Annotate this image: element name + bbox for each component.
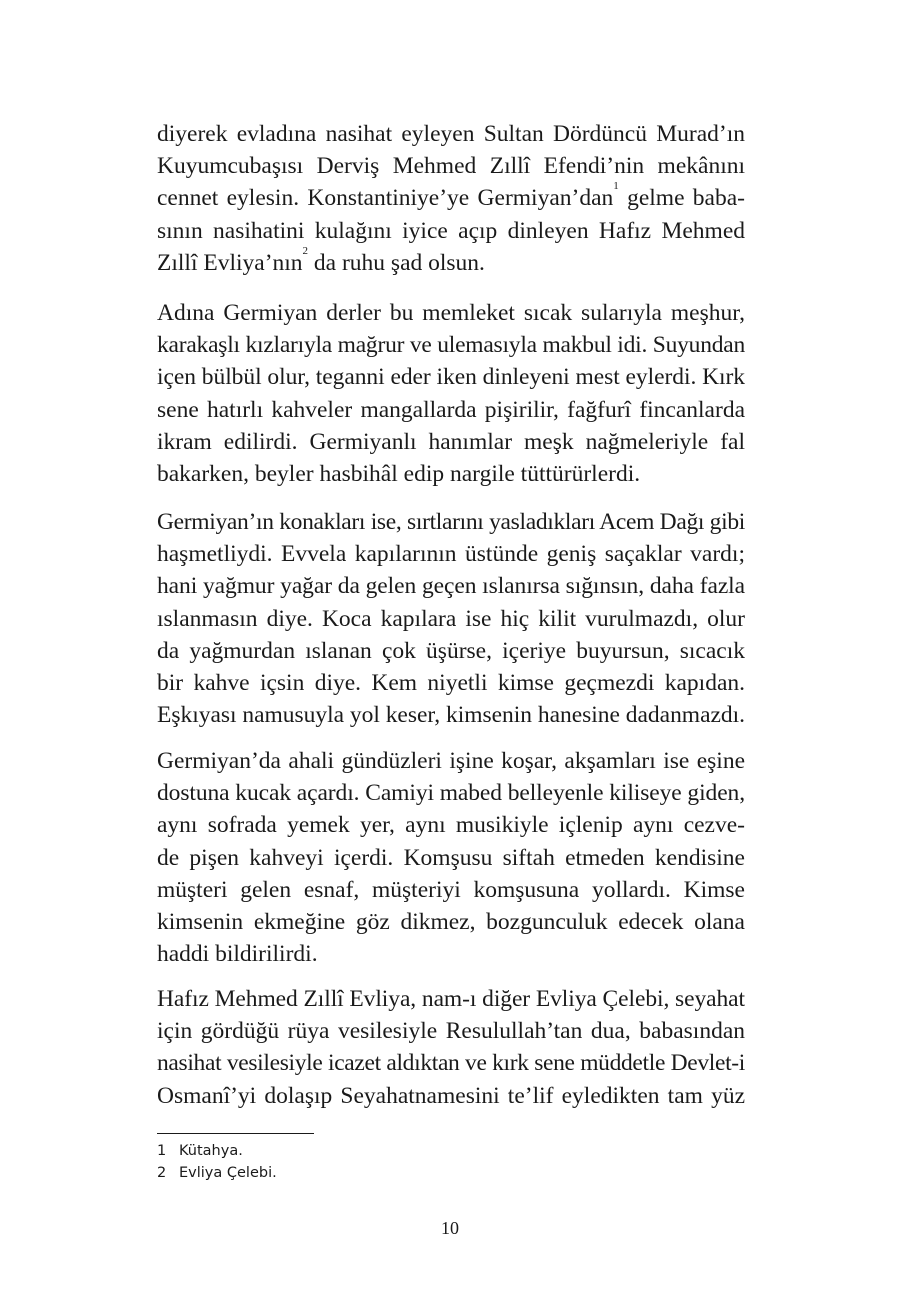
text-line: haşmetliydi. Evvela kapılarının üstünde geniş saçaklar vardı; xyxy=(157,541,745,568)
text-line: diyerek evladına nasihat eyleyen Sultan Dördüncü Murad’ın xyxy=(157,121,745,147)
line-text: cennet eylesin. Konstantiniye’ye Germiyan’dan xyxy=(157,185,614,212)
footnote-ref-1[interactable]: 1 xyxy=(613,180,619,193)
text-line: müşteri gelen esnaf, müşteriyi komşusuna yollardı. Kimse xyxy=(157,876,745,903)
paragraph-4 xyxy=(157,745,745,970)
footnote-ref-2[interactable]: 2 xyxy=(302,244,309,257)
footnote-1 xyxy=(157,1140,277,1162)
line-text: gelme baba- xyxy=(618,185,745,212)
text-line: için gördüğü rüya vesilesiyle Resulullah’tan dua, babasından xyxy=(157,1018,745,1045)
text-line: Eşkıyası namusuyla yol keser, kimsenin hanesine dadanmazdı. xyxy=(157,702,745,729)
paragraph-3 xyxy=(157,506,745,731)
text-line: Germiyan’ın konakları ise, sırtlarını yasladıkları Acem Dağı gibi xyxy=(157,509,745,535)
footnote-number: 2 xyxy=(157,1165,167,1181)
line-text: Zıllî Evliya’nın xyxy=(157,249,303,276)
text-line: kimsenin ekmeğine göz dikmez, bozgunculuk edecek olana xyxy=(157,908,745,935)
line-text: da ruhu şad olsun. xyxy=(308,249,485,276)
text-line: Osmanî’yi dolaşıp Seyahatnamesini te’lif eyledikten tam yüz xyxy=(157,1082,745,1109)
text-line: aynı sofrada yemek yer, aynı musikiyle içlenip aynı cezve- xyxy=(157,812,745,839)
text-line: hani yağmur yağar da gelen geçen ıslanırsa sığınsın, daha fazla xyxy=(157,573,745,600)
page-number: 10 xyxy=(441,1218,459,1238)
text-line: karakaşlı kızlarıyla mağrur ve ulemasıyla makbul idi. Suyundan xyxy=(157,332,745,359)
text-line: Adına Germiyan derler bu memleket sıcak sularıyla meşhur, xyxy=(157,300,745,326)
footnote-text: Kütahya. xyxy=(179,1143,243,1159)
text-line-with-footnote xyxy=(157,182,745,214)
footnotes xyxy=(157,1140,277,1184)
footnote-number: 1 xyxy=(157,1143,167,1159)
paragraph-1 xyxy=(157,118,745,279)
text-line: dostuna kucak açardı. Camiyi mabed belleyenle kiliseye giden, xyxy=(157,780,745,807)
text-line: Germiyan’da ahali gündüzleri işine koşar, akşamları ise eşine xyxy=(157,748,745,774)
paragraph-5 xyxy=(157,983,745,1112)
text-line: Hafız Mehmed Zıllî Evliya, nam-ı diğer Evliya Çelebi, seyahat xyxy=(157,986,745,1012)
text-line: bir kahve içsin diye. Kem niyetli kimse geçmezdi kapıdan. xyxy=(157,669,745,696)
text-line: ikram edilirdi. Germiyanlı hanımlar meşk nağmeleriyle fal xyxy=(157,428,745,455)
text-line-with-footnote xyxy=(157,244,745,279)
text-line: Kuyumcubaşısı Derviş Mehmed Zıllî Efendi’nin mekânını xyxy=(157,153,745,180)
footnote-text: Evliya Çelebi. xyxy=(179,1165,277,1181)
text-line: da yağmurdan ıslanan çok üşürse, içeriye buyursun, sıcacık xyxy=(157,637,745,664)
text-line: sene hatırlı kahveler mangallarda pişirilir, fağfurî fincanlarda xyxy=(157,396,745,423)
text-line: bakarken, beyler hasbihâl edip nargile tüttürürlerdi. xyxy=(157,460,641,487)
text-line: ıslanmasın diye. Koca kapılara ise hiç kilit vurulmazdı, olur xyxy=(157,605,745,632)
text-line: içen bülbül olur, teganni eder iken dinleyeni mest eylerdi. Kırk xyxy=(157,364,745,391)
text-line: sının nasihatini kulağını iyice açıp dinleyen Hafız Mehmed xyxy=(157,217,745,244)
footnote-2 xyxy=(157,1162,277,1184)
paragraph-2 xyxy=(157,297,745,490)
text-line: nasihat vesilesiyle icazet aldıktan ve kırk sene müddetle Devlet-i xyxy=(157,1050,745,1077)
text-line: de pişen kahveyi içerdi. Komşusu siftah etmeden kendisine xyxy=(157,844,745,871)
text-line: haddi bildirilirdi. xyxy=(157,941,318,968)
footnote-divider xyxy=(157,1133,314,1134)
